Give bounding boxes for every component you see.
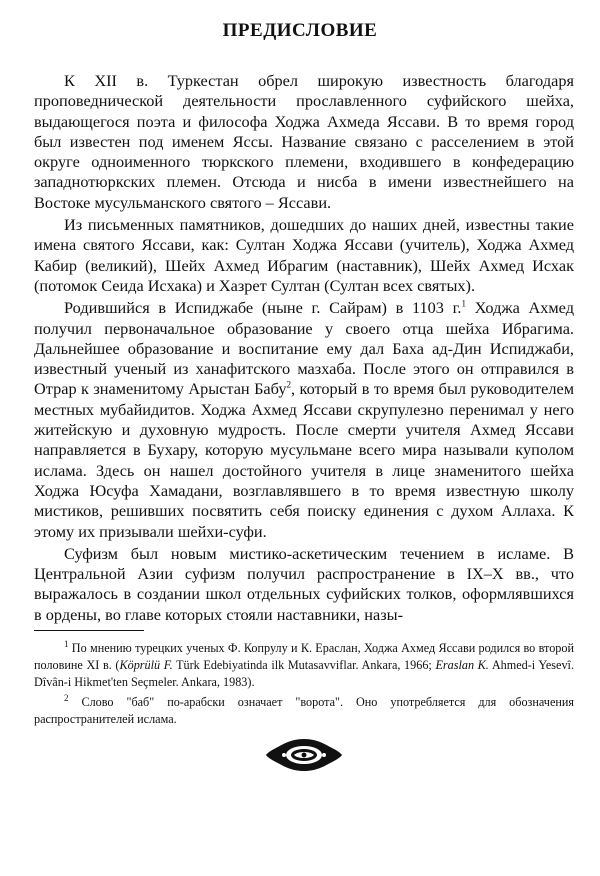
paragraph-4: Суфизм был новым мистико-аскетическим течением в исламе. В Центральной Азии суфизм получил распространение в IX–X вв., что выражалось в создании школ отдельных суфийских толков, оформлявшихся в ордены, во главе которых стояли наставники, назы- — [34, 543, 574, 624]
footnote-2 — [34, 694, 574, 728]
footnote-ref-2: 2 — [286, 380, 291, 391]
footnote-1-text-c: Türk Edebiyatinda ilk Mutasavviflar. Ankara, 1966; — [172, 658, 436, 672]
footnote-separator — [34, 630, 144, 631]
footnotes — [34, 640, 574, 728]
footnote-1-author-1: Köprülü F. — [119, 658, 173, 672]
footnote-1 — [34, 640, 574, 691]
footnote-1-number: 1 — [64, 638, 69, 649]
paragraph-2: Из письменных памятников, дошедших до наших дней, известны такие имена святого Яссави, как: Султан Ходжа Яссави (учитель), Ходжа Ахмед Кабир (великий), Шейх Ахмед Ибрагим (наставник), Шейх Ахмед Исхак (потомок Сеида Исхака) и Хазрет Султан (Султан всех святых). — [34, 215, 574, 295]
page-title: ПРЕДИСЛОВИЕ — [222, 20, 378, 41]
footnote-1-text-a: По мнению турецких ученых Ф. Копрулу и К. Ераслан, Ходжа Ахмед Яссави родился во второй половине XI в. ( — [34, 641, 574, 672]
footnote-2-number: 2 — [64, 692, 69, 703]
paragraph-3-part-b: Ходжа Ахмед получил первоначальное образование у своего отца шейха Ибрагима. Дальнейшее образование и воспитание ему дал Баха ад-Дин Испиджаби, известный ученый из ханафитского мазхаба. После этого он отправился в Отрар к знаменитому Арыстан Бабу — [34, 298, 574, 399]
footnote-1-author-2: Eraslan K. — [435, 658, 489, 672]
footnote-ref-1: 1 — [461, 298, 466, 309]
footnote-2-text: Слово "баб" по-арабски означает "ворота". Оно употребляется для обозначения распространителей ислама. — [34, 695, 574, 726]
main-text — [34, 71, 574, 625]
paragraph-1: К XII в. Туркестан обрел широкую известность благодаря проповеднической деятельности прославленного суфийского шейха, выдающегося поэта и философа Ходжа Ахмеда Яссави. В то время город был известен под именем Яссы. Название связано с расселением в этой округе одноименного тюркского племени, входившего в конфедерацию западнотюркских племен. Отсюда и нисба в имени известнейшего на Востоке мусульманского святого – Яссави. — [34, 71, 574, 212]
paragraph-3-part-a: Родившийся в Испиджабе (ныне г. Сайрам) в 1103 г. — [64, 298, 462, 318]
paragraph-3 — [34, 298, 574, 542]
paragraph-3-part-c: , который в то время был руководителем местных мубайидитов. Ходжа Ахмед Яссави скрупулезно перенимал у него житейскую и духовную мудрость. После смерти учителя Ахмед Яссави направляется в Бухару, которую мусульмане всего мира называли куполом ислама. Здесь он нашел достойного учителя в лице знаменитого шейха Ходжа Юсуфа Хамадани, возглавлявшего в то время известную школу мистиков, решивших посвятить себя поиску единения с духом Аллаха. К этому их призывали шейхи-суфи. — [34, 379, 574, 541]
floral-ornament-icon — [264, 737, 344, 773]
footnote-1-text-e: Ahmed-i Yesevî. Dîvân-i Hikmet'ten Seçmeler. Ankara, 1983). — [34, 658, 574, 689]
